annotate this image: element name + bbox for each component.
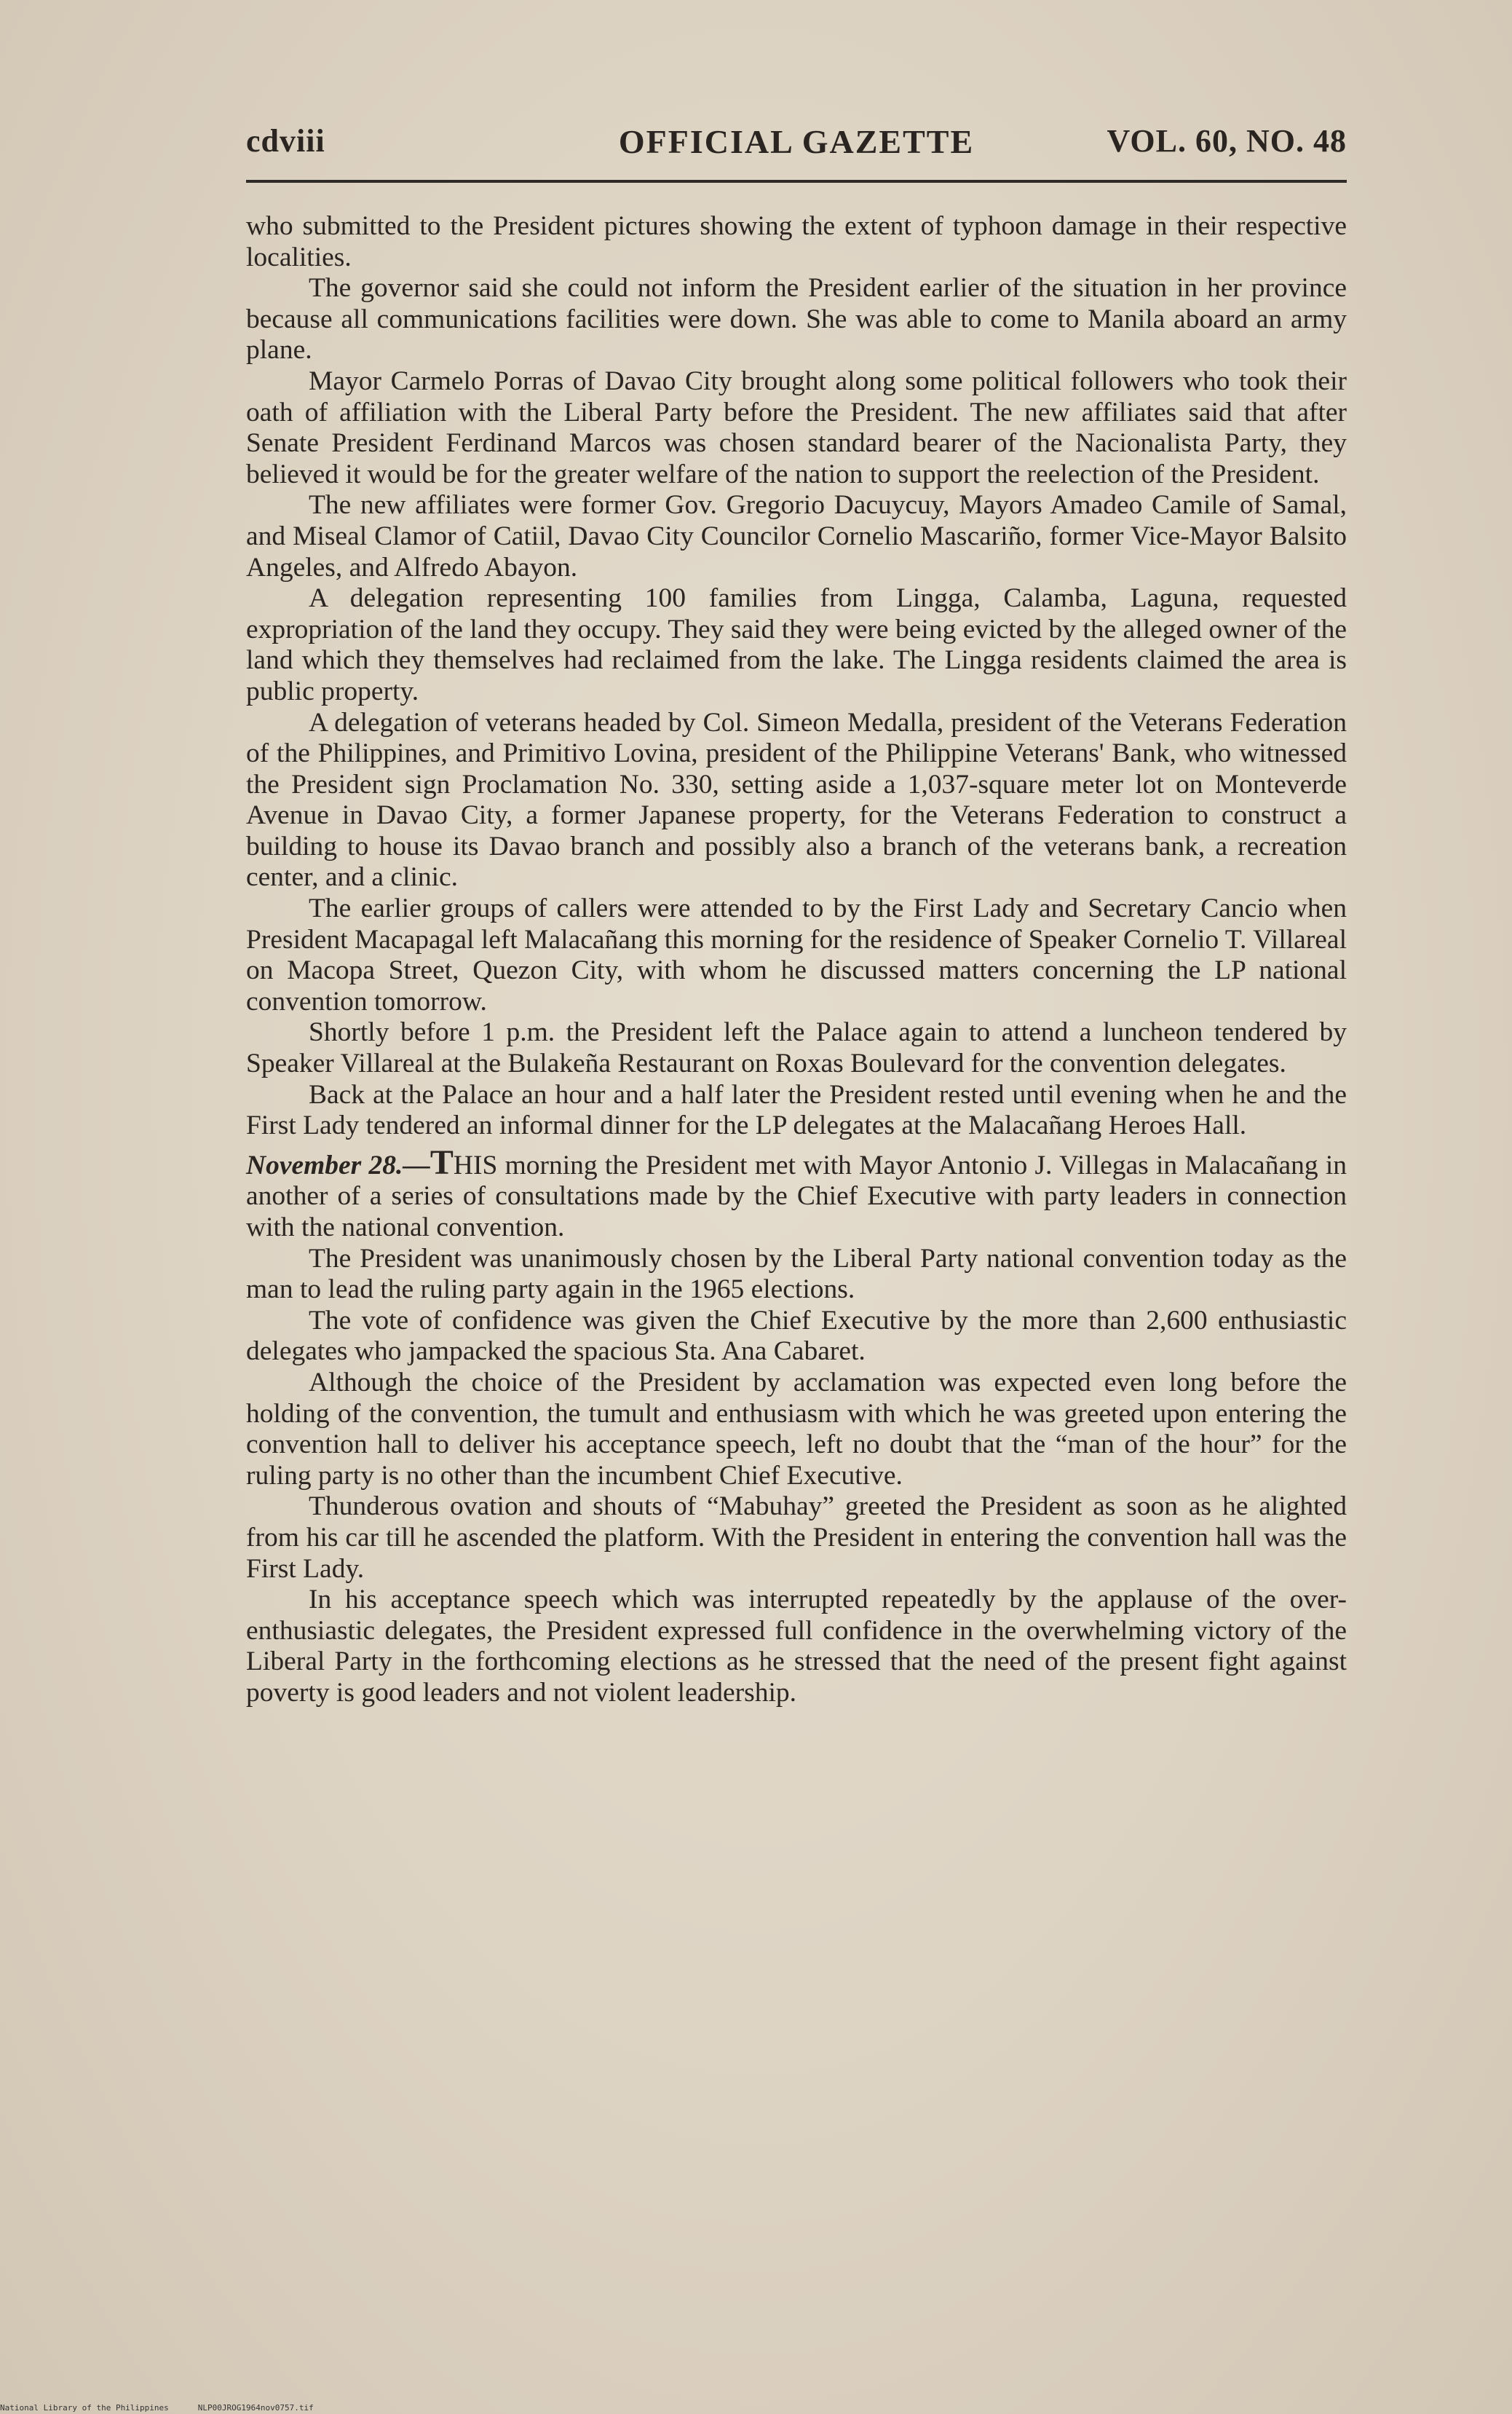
- paragraph: who submitted to the President pictures showing the extent of typhoon damage in their respective localities.: [246, 211, 1347, 272]
- volume-number: VOL. 60, NO. 48: [1107, 123, 1347, 159]
- paragraph: The governor said she could not inform the President earlier of the situation in her province because all communications facilities were down. She was able to come to Manila aboard an army plane.: [246, 273, 1347, 366]
- entry-date: November 28.—: [246, 1150, 430, 1180]
- library-credit: National Library of the Philippines: [0, 2403, 169, 2413]
- paragraph: Shortly before 1 p.m. the President left the Palace again to attend a luncheon tendered by Speaker Villareal at the Bulakeña Restaurant on Roxas Boulevard for the convention delegates.: [246, 1017, 1347, 1079]
- paragraph: Although the choice of the President by acclamation was expected even long before the holding of the convention, the tumult and enthusiasm with which he was greeted upon entering the convention hall to deliver his acceptance speech, left no doubt that the “man of the hour” for the ruling party is no other than the incumbent Chief Executive.: [246, 1367, 1347, 1491]
- paragraph: Back at the Palace an hour and a half later the President rested until evening when he and the First Lady tendered an informal dinner for the LP delegates at the Malacañang Heroes Hall.: [246, 1079, 1347, 1141]
- paragraph: The new affiliates were former Gov. Gregorio Dacuycuy, Mayors Amadeo Camile of Samal, and Miseal Clamor of Catiil, Davao City Councilor Cornelio Mascariño, former Vice-Mayor Balsito Angeles, and Alfredo Abayon.: [246, 490, 1347, 583]
- page-number: cdviii: [246, 123, 325, 159]
- entry-text: HIS morning the President met with Mayor Antonio J. Villegas in Malacañang in another of a series of consultations made by the Chief Executive with party leaders in connection with the national convention.: [246, 1150, 1347, 1242]
- paragraph: Thunderous ovation and shouts of “Mabuhay” greeted the President as soon as he alighted from his car till he ascended the platform. With the President in entering the convention hall was the First Lady.: [246, 1491, 1347, 1584]
- paragraph: In his acceptance speech which was interrupted repeatedly by the applause of the over-enthusiastic delegates, the President expressed full confidence in the overwhelming victory of the Liberal Party in the forthcoming elections as he stressed that the need of the present fight against poverty is good leaders and not violent leadership.: [246, 1585, 1347, 1708]
- paragraph: Mayor Carmelo Porras of Davao City brought along some political followers who took their oath of affiliation with the Liberal Party before the President. The new affiliates said that after Senate President Ferdinand Marcos was chosen standard bearer of the Nacionalista Party, they believed it would be for the greater welfare of the nation to support the reelection of the President.: [246, 366, 1347, 489]
- paragraph: A delegation of veterans headed by Col. Simeon Medalla, president of the Veterans Federation of the Philippines, and Primitivo Lovina, president of the Philippine Veterans' Bank, who witnessed the President sign Proclamation No. 330, setting aside a 1,037-square meter lot on Monteverde Avenue in Davao City, a former Japanese property, for the Veterans Federation to construct a building to house its Davao branch and possibly also a branch of the veterans bank, a recreation center, and a clinic.: [246, 707, 1347, 893]
- paragraph: The President was unanimously chosen by the Liberal Party national convention today as the man to lead the ruling party again in the 1965 elections.: [246, 1243, 1347, 1305]
- article-body: [246, 211, 1347, 1709]
- drop-cap: T: [430, 1143, 454, 1182]
- paragraph: The vote of confidence was given the Chief Executive by the more than 2,600 enthusiastic delegates who jampacked the spacious Sta. Ana Cabaret.: [246, 1305, 1347, 1367]
- file-name: NLP00JROG1964nov0757.tif: [197, 2403, 314, 2413]
- dated-entry: [246, 1143, 1347, 1244]
- paragraph: The earlier groups of callers were attended to by the First Lady and Secretary Cancio when President Macapagal left Malacañang this morning for the residence of Speaker Cornelio T. Villareal on Macopa Street, Quezon City, with whom he discussed matters concerning the LP national convention tomorrow.: [246, 894, 1347, 1017]
- page-header: [246, 122, 1347, 166]
- running-title: OFFICIAL GAZETTE: [618, 123, 975, 160]
- scan-footer: [0, 2403, 314, 2413]
- paragraph: A delegation representing 100 families from Lingga, Calamba, Laguna, requested expropriation of the land they occupy. They said they were being evicted by the alleged owner of the land which they themselves had reclaimed from the lake. The Lingga residents claimed the area is public property.: [246, 583, 1347, 706]
- header-rule: [246, 180, 1347, 183]
